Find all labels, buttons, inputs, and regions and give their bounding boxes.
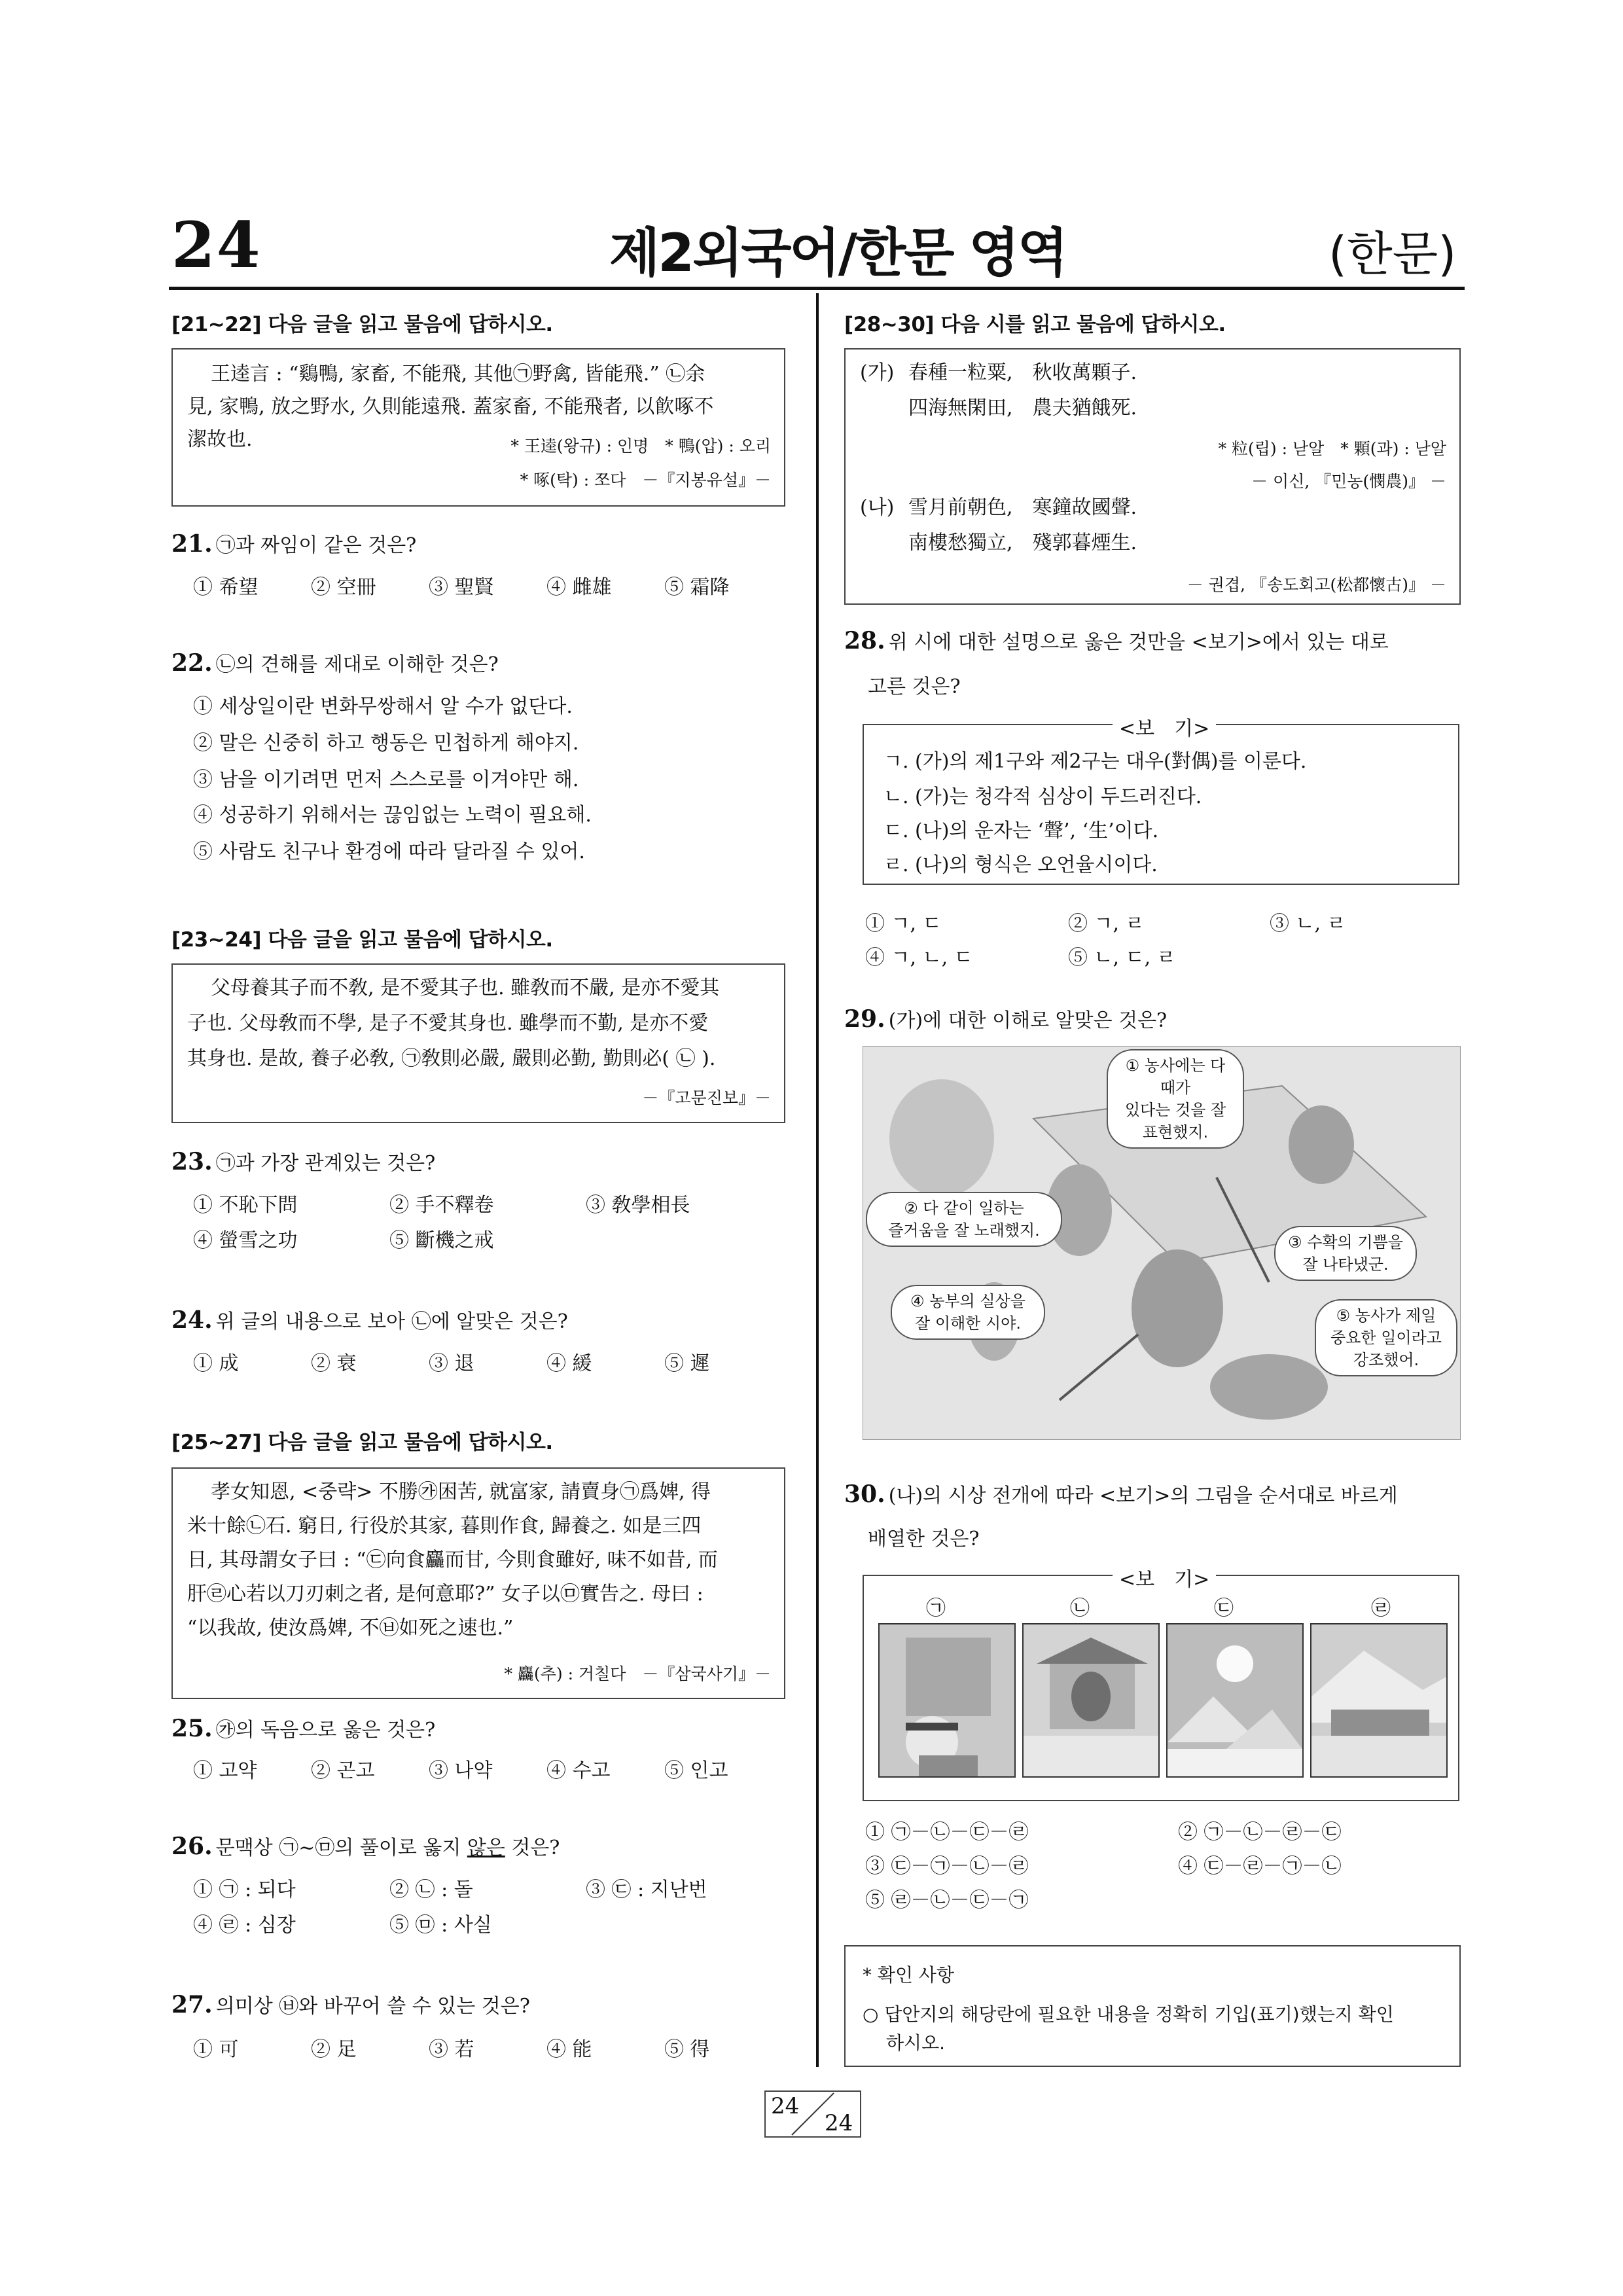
bogi-item: ㄱ. (가)의 제1구와 제2구는 대우(對偶)를 이룬다. [883, 750, 1307, 773]
footnote: * 王逵(왕규) : 인명 * 鴨(압) : 오리 [510, 437, 771, 456]
option[interactable]: ④ 雌雄 [546, 576, 612, 599]
footnote: * 麤(추) : 거칠다 －『삼국사기』－ [504, 1664, 771, 1683]
scholar-with-ruins-icon [880, 1624, 1014, 1776]
passage-line: 肝㉣心若以刀刃刺之者, 是何意耶?” 女子以㉤實告之. 母曰 : [187, 1583, 704, 1605]
question-number: 22. [171, 649, 213, 677]
option[interactable]: ② 衰 [311, 1352, 357, 1375]
passage-line: 父母養其子而不敎, 是不愛其子也. 雖敎而不嚴, 是亦不愛其 [211, 977, 720, 999]
speech-bubble-3 [1274, 1226, 1417, 1281]
bubble-line: ① 농사에는 다 때가 [1125, 1056, 1226, 1097]
option[interactable]: ① 可 [193, 2038, 239, 2061]
option[interactable]: ③ 退 [429, 1352, 474, 1375]
passage-line: 潔故也. [187, 428, 253, 451]
option[interactable]: ④ ㉣ : 심장 [193, 1914, 296, 1937]
option[interactable]: ④ 緩 [546, 1352, 592, 1375]
question-22 [171, 648, 499, 677]
village-smoke-icon [1311, 1624, 1446, 1776]
poem-line: 四海無閑田, 農夫猶餓死. [908, 397, 1137, 420]
bell-pavilion-icon [1024, 1624, 1158, 1776]
speech-bubble-1 [1107, 1049, 1244, 1149]
option[interactable]: ⑤ 得 [664, 2038, 710, 2061]
moon-snow-landscape-icon [1168, 1624, 1302, 1776]
option[interactable]: ⑤ ㉣－㉡－㉢－㉠ [865, 1889, 1029, 1912]
speech-bubble-2 [866, 1192, 1062, 1247]
bubble-line: ⑤ 농사가 제일 [1336, 1306, 1436, 1325]
question-number: 28. [844, 627, 885, 655]
option[interactable]: ② 곤고 [311, 1759, 375, 1782]
question-text: 배열한 것은? [868, 1528, 980, 1551]
question-25 [171, 1713, 435, 1742]
passage-line: 子也. 父母敎而不學, 是子不愛其身也. 雖學而不勤, 是亦不愛 [187, 1012, 709, 1035]
subject-label: (한문) [1329, 226, 1457, 281]
option[interactable]: ④ 能 [546, 2038, 592, 2061]
panel-label: ㉣ [1371, 1597, 1391, 1620]
section-heading-25-27: [25~27] 다음 글을 읽고 물음에 답하시오. [171, 1431, 553, 1454]
picture-panel-4 [1310, 1623, 1448, 1778]
bubble-line: ② 다 같이 일하는 [904, 1199, 1024, 1217]
passage-box-25-27 [171, 1467, 785, 1699]
poem-line: 雪月前朝色, 寒鐘故國聲. [908, 496, 1137, 519]
option[interactable]: ③ 聖賢 [429, 576, 494, 599]
passage-box-21-22 [171, 348, 785, 507]
page-title: 제2외국어/한문 영역 [609, 223, 1066, 283]
question-number: 24. [171, 1306, 213, 1334]
option[interactable]: ① ㉠ : 되다 [193, 1878, 296, 1901]
bubble-line: 잘 이해한 시야. [915, 1314, 1021, 1333]
section-heading-28-30: [28~30] 다음 시를 읽고 물음에 답하시오. [844, 313, 1226, 336]
option[interactable]: ③ 敎學相長 [586, 1194, 690, 1217]
bubble-line: ④ 농부의 실상을 [910, 1292, 1026, 1310]
poem-line: 南樓愁獨立, 殘郭暮煙生. [908, 531, 1137, 554]
question-27 [171, 1990, 530, 2018]
question-text: 의미상 ㉥와 바꾸어 쓸 수 있는 것은? [215, 1995, 530, 2018]
question-text: ㉠과 가장 관계있는 것은? [215, 1152, 436, 1175]
question-number: 27. [171, 1991, 213, 2018]
bogi-item: ㄴ. (가)는 청각적 심상이 두드러진다. [883, 785, 1202, 808]
speech-bubble-4 [891, 1285, 1045, 1340]
farming-illustration [863, 1046, 1461, 1440]
footer-page-box [764, 2090, 861, 2138]
bogi-label: <보 기> [1113, 712, 1216, 741]
question-text: 위 시에 대한 설명으로 옳은 것만을 <보기>에서 있는 대로 [888, 631, 1389, 654]
question-30 [844, 1479, 1398, 1508]
option[interactable]: ⑤ 斷機之戒 [389, 1229, 494, 1252]
question-text-underlined: 않은 [467, 1837, 505, 1859]
passage-line: 其身也. 是故, 養子必敎, ㉠敎則必嚴, 嚴則必勤, 勤則必( ㉡ ). [187, 1047, 716, 1070]
option[interactable]: ① ㉠－㉡－㉢－㉣ [865, 1821, 1029, 1844]
option[interactable]: ② ㉡ : 돌 [389, 1878, 473, 1901]
passage-box-23-24 [171, 963, 785, 1123]
option[interactable]: ② 말은 신중히 하고 행동은 민첩하게 해야지. [193, 732, 579, 755]
bubble-line: 중요한 일이라고 [1330, 1329, 1442, 1347]
question-29 [844, 1004, 1167, 1033]
option[interactable]: ① 希望 [193, 576, 259, 599]
speech-bubble-5 [1315, 1299, 1457, 1376]
question-number: 26. [171, 1833, 213, 1860]
total-pages: 24 [825, 2110, 853, 2136]
option[interactable]: ① 成 [193, 1352, 239, 1375]
footnote: * 粒(립) : 낟알 * 顆(과) : 낟알 [1218, 439, 1446, 458]
bogi-item: ㄷ. (나)의 운자는 ‘聲’, ‘生’이다. [883, 819, 1159, 842]
option[interactable]: ① 세상일이란 변화무쌍해서 알 수가 없단다. [193, 695, 573, 718]
option[interactable]: ③ ㉢ : 지난번 [586, 1878, 707, 1901]
question-23 [171, 1147, 435, 1175]
option[interactable]: ③ 若 [429, 2038, 474, 2061]
question-26 [171, 1831, 560, 1860]
section-heading-21-22: [21~22] 다음 글을 읽고 물음에 답하시오. [171, 313, 553, 336]
option[interactable]: ④ ㉢－㉣－㉠－㉡ [1178, 1855, 1342, 1878]
picture-panel-3 [1166, 1623, 1304, 1778]
option[interactable]: ② ㉠－㉡－㉣－㉢ [1178, 1821, 1342, 1844]
option[interactable]: ⑤ 霜降 [664, 576, 730, 599]
bubble-line: 강조했어. [1353, 1351, 1419, 1369]
bubble-line: ③ 수확의 기쁨을 [1288, 1233, 1403, 1251]
question-21 [171, 529, 416, 558]
bogi-box-28 [863, 717, 1459, 885]
question-text: (가)에 대한 이해로 알맞은 것은? [888, 1009, 1168, 1032]
option[interactable]: ⑤ ㄴ, ㄷ, ㄹ [1068, 946, 1176, 969]
passage-line: 孝女知恩, <중략> 不勝㉮困苦, 就富家, 請賣身㉠爲婢, 得 [211, 1480, 711, 1503]
footnote: * 啄(탁) : 쪼다 －『지봉유설』－ [520, 471, 771, 490]
page-number: 24 [171, 208, 262, 282]
question-text: (나)의 시상 전개에 따라 <보기>의 그림을 순서대로 바르게 [888, 1484, 1398, 1507]
poem-box [844, 348, 1461, 605]
section-heading-23-24: [23~24] 다음 글을 읽고 물음에 답하시오. [171, 928, 553, 952]
option[interactable]: ⑤ 인고 [664, 1759, 728, 1782]
option[interactable]: ② ㄱ, ㄹ [1068, 912, 1145, 935]
option[interactable]: ② 足 [311, 2038, 357, 2061]
option[interactable]: ⑤ ㉤ : 사실 [389, 1914, 492, 1937]
option[interactable]: ① 고약 [193, 1759, 257, 1782]
current-page: 24 [771, 2093, 800, 2119]
passage-line: “以我故, 使汝爲婢, 不㉥如死之速也.” [187, 1617, 514, 1640]
option[interactable]: ④ ㄱ, ㄴ, ㄷ [865, 946, 973, 969]
question-text: ㉠과 짜임이 같은 것은? [215, 534, 417, 557]
option[interactable]: ④ 수고 [546, 1759, 611, 1782]
poem-label-ga: (가) [860, 361, 895, 384]
panel-label: ㉢ [1214, 1597, 1234, 1620]
option[interactable]: ③ ㄴ, ㄹ [1270, 912, 1346, 935]
poem-label-na: (나) [860, 496, 895, 519]
bubble-line: 즐거움을 잘 노래했지. [888, 1221, 1040, 1240]
question-text: 위 글의 내용으로 보아 ㉡에 알맞은 것은? [215, 1310, 568, 1333]
question-text: ㉡의 견해를 제대로 이해한 것은? [215, 653, 499, 676]
bubble-line: 잘 나타냈군. [1302, 1255, 1389, 1274]
source: －『고문진보』－ [642, 1088, 771, 1107]
question-28 [844, 626, 1389, 655]
question-number: 29. [844, 1005, 885, 1033]
option[interactable]: ③ ㉢－㉠－㉡－㉣ [865, 1855, 1029, 1878]
question-number: 21. [171, 530, 213, 558]
bogi-item: ㄹ. (나)의 형식은 오언율시이다. [883, 853, 1158, 876]
option[interactable]: ⑤ 遲 [664, 1352, 710, 1375]
question-text: 것은? [505, 1837, 560, 1859]
option[interactable]: ④ 성공하기 위해서는 끊임없는 노력이 필요해. [193, 804, 592, 827]
check-items-box [844, 1945, 1461, 2067]
poem-line: 春種一粒粟, 秋收萬顆子. [908, 361, 1137, 384]
header-rule [169, 287, 1465, 290]
picture-panel-1 [878, 1623, 1016, 1778]
question-number: 30. [844, 1480, 885, 1508]
option[interactable]: ② 手不釋卷 [389, 1194, 494, 1217]
question-text: ㉮의 독음으로 옳은 것은? [215, 1719, 436, 1742]
source: － 이신, 『민농(憫農)』 － [1251, 472, 1446, 491]
bubble-line: 있다는 것을 잘 [1124, 1101, 1226, 1119]
option[interactable]: ⑤ 사람도 친구나 환경에 따라 달라질 수 있어. [193, 840, 585, 863]
question-text: 문맥상 ㉠~㉤의 풀이로 옳지 [215, 1837, 467, 1859]
bogi-label: <보 기> [1113, 1563, 1216, 1592]
option[interactable]: ③ 나약 [429, 1759, 493, 1782]
panel-label: ㉡ [1070, 1597, 1090, 1620]
question-text: 고른 것은? [868, 675, 961, 698]
question-number: 23. [171, 1148, 213, 1175]
passage-line: 王逵言 : “鷄鴨, 家畜, 不能飛, 其他㉠野禽, 皆能飛.” ㉡余 [211, 363, 705, 386]
bubble-line: 표현했지. [1142, 1123, 1209, 1141]
check-line: 하시오. [886, 2032, 946, 2054]
check-line: ○ 답안지의 해당란에 필요한 내용을 정확히 기입(표기)했는지 확인 [863, 2003, 1394, 2025]
source: － 권겹, 『송도회고(松都懷古)』 － [1186, 575, 1446, 594]
question-number: 25. [171, 1715, 213, 1742]
option[interactable]: ① ㄱ, ㄷ [865, 912, 942, 935]
panel-label: ㉠ [926, 1597, 946, 1620]
option[interactable]: ① 不恥下問 [193, 1194, 298, 1217]
question-24 [171, 1305, 568, 1334]
bogi-box-30 [863, 1568, 1459, 1801]
option[interactable]: ② 空冊 [311, 576, 376, 599]
column-divider [816, 293, 819, 2067]
picture-panel-2 [1022, 1623, 1160, 1778]
passage-line: 見, 家鴨, 放之野水, 久則能遠飛. 蓋家畜, 不能飛者, 以飮啄不 [187, 395, 714, 418]
option[interactable]: ④ 螢雪之功 [193, 1229, 298, 1252]
option[interactable]: ③ 남을 이기려면 먼저 스스로를 이겨야만 해. [193, 768, 579, 791]
check-title: * 확인 사항 [863, 1964, 954, 1986]
passage-line: 日, 其母謂女子曰 : “㉢向食麤而甘, 今則食雖好, 味不如昔, 而 [187, 1549, 718, 1571]
passage-line: 米十餘㉡石. 窮日, 行役於其家, 暮則作食, 歸養之. 如是三四 [187, 1515, 702, 1537]
